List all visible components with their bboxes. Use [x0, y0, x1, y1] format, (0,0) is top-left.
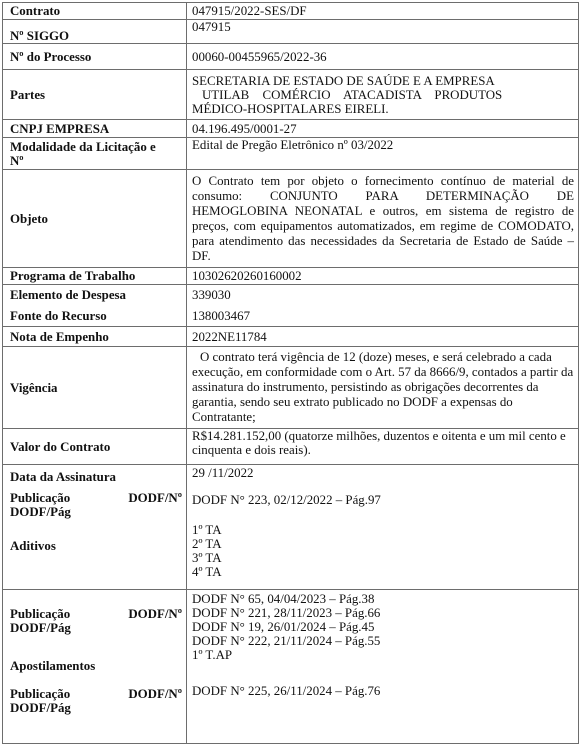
partes-line: MÉDICO-HOSPITALARES EIRELI.: [192, 101, 389, 116]
publicacao-item: DODF N° 222, 21/11/2024 – Pág.55: [192, 634, 381, 648]
label-assinatura: Data da Assinatura: [10, 470, 117, 484]
dodf-pag-word: DODF/Pág: [10, 505, 71, 519]
publicacao-item: DODF N° 65, 04/04/2023 – Pág.38: [192, 592, 375, 606]
aditivo-item: 3º TA: [192, 551, 222, 565]
row-elemento-fonte: [3, 285, 579, 327]
value-processo: 00060-00455965/2022-36: [187, 44, 579, 70]
label-assinatura-aditivos: [3, 465, 187, 590]
value-modalidade: Edital de Pregão Eletrônico nº 03/2022: [187, 138, 579, 170]
label-publicacao-1: [10, 491, 182, 505]
label-empenho: Nota de Empenho: [3, 327, 187, 347]
value-elemento: 339030: [192, 288, 231, 302]
value-assinatura: 29 /11/2022: [192, 466, 254, 480]
value-fonte: 138003467: [192, 309, 251, 323]
row-objeto: [3, 170, 579, 268]
value-cnpj: 04.196.495/0001-27: [187, 120, 579, 138]
row-modalidade: [3, 138, 579, 170]
value-apostilamentos: 1º T.AP: [192, 648, 233, 662]
publicacao-item: DODF N° 221, 28/11/2023 – Pág.66: [192, 606, 381, 620]
dodf-pag-word: DODF/Pág: [10, 621, 71, 635]
value-partes: [187, 70, 579, 120]
value-publicacao-3: DODF N° 225, 26/11/2024 – Pág.76: [192, 684, 381, 698]
row-assinatura-aditivos: [3, 465, 579, 590]
label-publicacao-2: [10, 607, 182, 621]
label-elemento: Elemento de Despesa: [10, 288, 127, 302]
publicacao-item: DODF N° 19, 26/01/2024 – Pág.45: [192, 620, 375, 634]
value-assinatura-aditivos: [187, 465, 579, 590]
label-modalidade: [3, 138, 187, 170]
row-contrato: [3, 3, 579, 20]
value-publicacao-apostilamentos: [187, 590, 579, 744]
publicacao-word: Publicação: [10, 687, 71, 701]
aditivo-item: 2º TA: [192, 537, 222, 551]
value-contrato: 047915/2022-SES/DF: [187, 3, 579, 20]
value-objeto: O Contrato tem por objeto o fornecimento contínuo de material de consumo: CONJUNTO PARA DETERMINAÇÃO DE HEMOGLOBINA NEONATAL e outros, em sistema de registro de preços, com equipamentos automatizados, em regime de COMODATO, para atendimento das necessidades da Secretaria de Estado de Saúde – DF.: [187, 170, 579, 268]
label-vigencia: Vigência: [3, 347, 187, 429]
label-objeto: Objeto: [3, 170, 187, 268]
value-elemento-fonte: [187, 285, 579, 327]
dodf-numero-word: DODF/Nº: [128, 687, 182, 701]
value-publicacao-1: DODF N° 223, 02/12/2022 – Pág.97: [192, 493, 381, 507]
contract-summary-table: [2, 2, 579, 744]
publicacao-word: Publicação: [10, 491, 71, 505]
label-contrato: Contrato: [3, 3, 187, 20]
modalidade-label-line: Modalidade da Licitação e: [10, 139, 156, 154]
row-programa: [3, 268, 579, 285]
row-valor: [3, 429, 579, 465]
label-valor: Valor do Contrato: [3, 429, 187, 465]
label-cnpj: CNPJ EMPRESA: [3, 120, 187, 138]
aditivo-item: 1º TA: [192, 523, 222, 537]
label-programa: Programa de Trabalho: [3, 268, 187, 285]
row-cnpj: [3, 120, 579, 138]
row-publicacao-apostilamentos: [3, 590, 579, 744]
label-publicacao-apostilamentos: [3, 590, 187, 744]
value-vigencia: O contrato terá vigência de 12 (doze) meses, e será celebrado a cada execução, em conformidade com o Art. 57 da 8666/9, contados a partir da assinatura do instrumento, persistindo as obrigações decorrentes da garantia, sendo seu extrato publicado no DODF a expensas do Contratante;: [187, 347, 579, 429]
label-elemento-fonte: [3, 285, 187, 327]
dodf-numero-word: DODF/Nº: [128, 607, 182, 621]
aditivo-item: 4º TA: [192, 565, 222, 579]
label-siggo: Nº SIGGO: [3, 20, 187, 44]
value-programa: 10302620260160002: [187, 268, 579, 285]
dodf-numero-word: DODF/Nº: [128, 491, 182, 505]
row-processo: [3, 44, 579, 70]
row-siggo: [3, 20, 579, 44]
row-empenho: [3, 327, 579, 347]
label-fonte: Fonte do Recurso: [10, 309, 107, 323]
dodf-pag-word: DODF/Pág: [10, 701, 71, 715]
row-vigencia: [3, 347, 579, 429]
label-aditivos: Aditivos: [10, 539, 56, 553]
partes-line: UTILAB COMÉRCIO ATACADISTA PRODUTOS: [202, 87, 503, 102]
row-partes: [3, 70, 579, 120]
publicacao-word: Publicação: [10, 607, 71, 621]
value-valor: R$14.281.152,00 (quatorze milhões, duzentos e oitenta e um mil cento e cinquenta e dois reais).: [187, 429, 579, 465]
modalidade-label-line: Nº: [10, 153, 24, 168]
label-partes: Partes: [3, 70, 187, 120]
label-apostilamentos: Apostilamentos: [10, 659, 96, 673]
label-processo: Nº do Processo: [3, 44, 187, 70]
value-empenho: 2022NE11784: [187, 327, 579, 347]
partes-line: SECRETARIA DE ESTADO DE SAÚDE E A EMPRESA: [192, 73, 495, 88]
label-publicacao-3: [10, 687, 182, 701]
value-siggo: 047915: [187, 20, 579, 44]
